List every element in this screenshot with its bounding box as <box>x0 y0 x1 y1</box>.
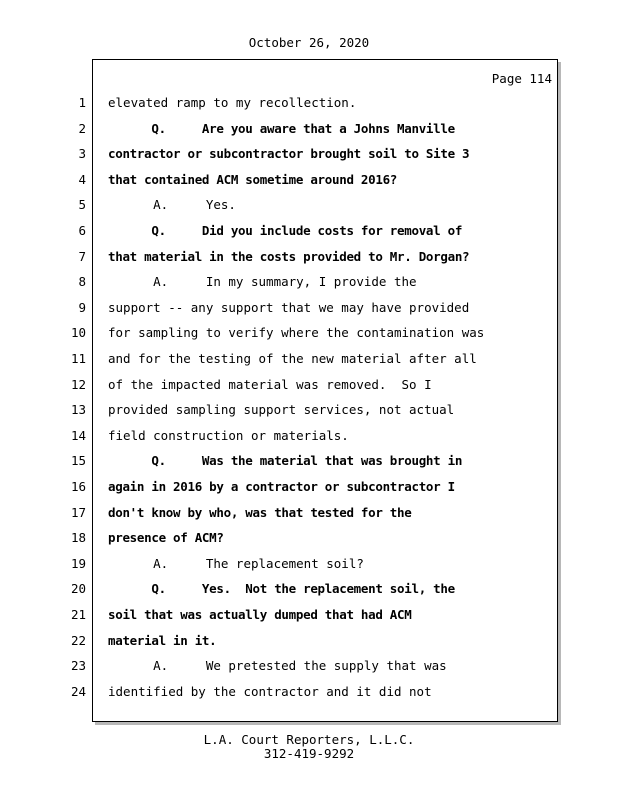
transcript-line: again in 2016 by a contractor or subcontractor I <box>108 479 455 494</box>
line-number: 18 <box>70 530 86 545</box>
transcript-line: provided sampling support services, not actual <box>108 402 455 417</box>
line-number: 10 <box>70 325 86 340</box>
transcript-line: presence of ACM? <box>108 530 224 545</box>
line-number: 11 <box>70 351 86 366</box>
line-number: 17 <box>70 505 86 520</box>
footer-company: L.A. Court Reporters, L.L.C. <box>203 732 415 747</box>
transcript-line: of the impacted material was removed. So I <box>108 377 432 392</box>
footer-phone: 312-419-9292 <box>263 746 355 761</box>
line-number: 19 <box>70 556 86 571</box>
transcript-line: A. The replacement soil? <box>108 556 364 571</box>
transcript-line: support -- any support that we may have provided <box>108 300 470 315</box>
line-number: 12 <box>70 377 86 392</box>
transcript-line: soil that was actually dumped that had ACM <box>108 607 412 622</box>
line-number: 23 <box>70 658 86 673</box>
line-number: 6 <box>78 223 86 238</box>
line-number: 22 <box>70 633 86 648</box>
transcript-line: Q. Did you include costs for removal of <box>108 223 463 238</box>
transcript-line: A. Yes. <box>108 197 236 212</box>
line-number: 4 <box>78 172 86 187</box>
line-number: 14 <box>70 428 86 443</box>
transcript-line: elevated ramp to my recollection. <box>108 95 357 110</box>
line-number: 3 <box>78 146 86 161</box>
line-number: 8 <box>78 274 86 289</box>
line-number: 15 <box>70 453 86 468</box>
transcript-line: that contained ACM sometime around 2016? <box>108 172 398 187</box>
transcript-line: A. In my summary, I provide the <box>108 274 417 289</box>
line-number: 5 <box>78 197 86 212</box>
line-number: 24 <box>70 684 86 699</box>
line-number: 20 <box>70 581 86 596</box>
page-number: Page 114 <box>491 71 552 86</box>
transcript-line: for sampling to verify where the contamination was <box>108 325 485 340</box>
transcript-line: A. We pretested the supply that was <box>108 658 447 673</box>
transcript-line: material in it. <box>108 633 217 648</box>
line-number: 7 <box>78 249 86 264</box>
transcript-line: contractor or subcontractor brought soil to Site 3 <box>108 146 470 161</box>
transcript-line: identified by the contractor and it did not <box>108 684 432 699</box>
transcript-line: Q. Yes. Not the replacement soil, the <box>108 581 455 596</box>
transcript-line: that material in the costs provided to Mr. Dorgan? <box>108 249 470 264</box>
line-number: 2 <box>78 121 86 136</box>
line-number: 16 <box>70 479 86 494</box>
line-number: 9 <box>78 300 86 315</box>
transcript-line: Q. Are you aware that a Johns Manville <box>108 121 455 136</box>
line-number: 1 <box>78 95 86 110</box>
line-number: 13 <box>70 402 86 417</box>
line-number: 21 <box>70 607 86 622</box>
transcript-date: October 26, 2020 <box>248 35 370 50</box>
transcript-line: and for the testing of the new material after all <box>108 351 477 366</box>
transcript-line: don't know by who, was that tested for the <box>108 505 412 520</box>
transcript-line: Q. Was the material that was brought in <box>108 453 463 468</box>
transcript-line: field construction or materials. <box>108 428 349 443</box>
